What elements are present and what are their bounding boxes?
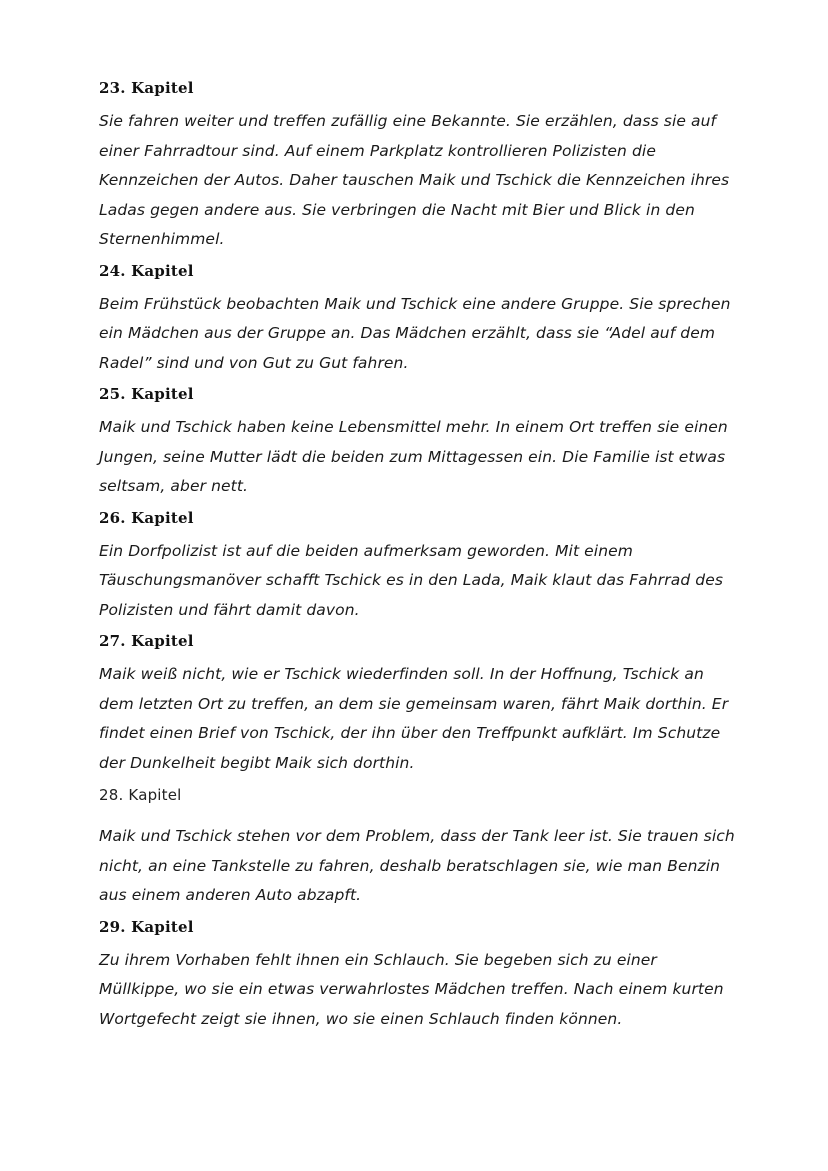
chapter-25 [99,384,739,502]
chapter-heading: 23. Kapitel [99,79,194,97]
document-content [99,78,739,1040]
chapter-29 [99,917,739,1035]
chapter-27 [99,631,739,778]
chapter-summary: Ein Dorfpolizist ist auf die beiden aufmerksam geworden. Mit einem Täuschungsmanöver schafft Tschick es in den Lada, Maik klaut das Fahrrad des Polizisten und fährt damit davon. [99,541,724,619]
chapter-heading: 24. Kapitel [99,261,194,280]
chapter-summary: Maik und Tschick stehen vor dem Problem, dass der Tank leer ist. Sie trauen sich nicht, an eine Tankstelle zu fahren, deshalb beratschlagen sie, wie man Benzin aus einem anderen Auto abzapft. [99,827,735,904]
chapter-summary: Zu ihrem Vorhaben fehlt ihnen ein Schlauch. Sie begeben sich zu einer Müllkippe, wo sie ein etwas verwahrlostes Mädchen treffen. Nach einem kurten Wortgefecht zeigt sie ihnen, wo sie einen Schlauch finden können. [99,950,724,1028]
chapter-heading: 25. Kapitel [99,385,194,403]
chapter-26 [99,508,739,626]
chapter-heading: 26. Kapitel [99,508,194,527]
chapter-summary: Maik und Tschick haben keine Lebensmittel mehr. In einem Ort treffen sie einen Jungen, seine Mutter lädt die beiden zum Mittagessen ein. Die Familie ist etwas seltsam, aber nett. [99,418,728,495]
chapter-28 [99,784,739,911]
chapter-24 [99,261,739,379]
chapter-summary: Beim Frühstück beobachten Maik und Tschick eine andere Gruppe. Sie sprechen ein Mädchen aus der Gruppe an. Das Mädchen erzählt, dass sie “Adel auf dem Radel” sind und von Gut zu Gut fahren. [99,294,731,372]
chapter-heading: 27. Kapitel [99,632,194,650]
chapter-heading: 29. Kapitel [99,917,194,936]
chapter-23 [99,78,739,255]
chapter-heading: 28. Kapitel [99,786,182,804]
chapter-summary: Maik weiß nicht, wie er Tschick wiederfinden soll. In der Hoffnung, Tschick an dem letzten Ort zu treffen, an dem sie gemeinsam waren, fährt Maik dorthin. Er findet einen Brief von Tschick, der ihn über den Treffpunkt aufklärt. Im Schutze der Dunkelheit begibt Maik sich dorthin. [99,665,729,772]
chapter-summary: Sie fahren weiter und treffen zufällig eine Bekannte. Sie erzählen, dass sie auf einer Fahrradtour sind. Auf einem Parkplatz kontrollieren Polizisten die Kennzeichen der Autos. Daher tauschen Maik und Tschick die Kennzeichen ihres Ladas gegen andere aus. Sie verbringen die Nacht mit Bier und Blick in den Sternenhimmel. [99,112,730,248]
